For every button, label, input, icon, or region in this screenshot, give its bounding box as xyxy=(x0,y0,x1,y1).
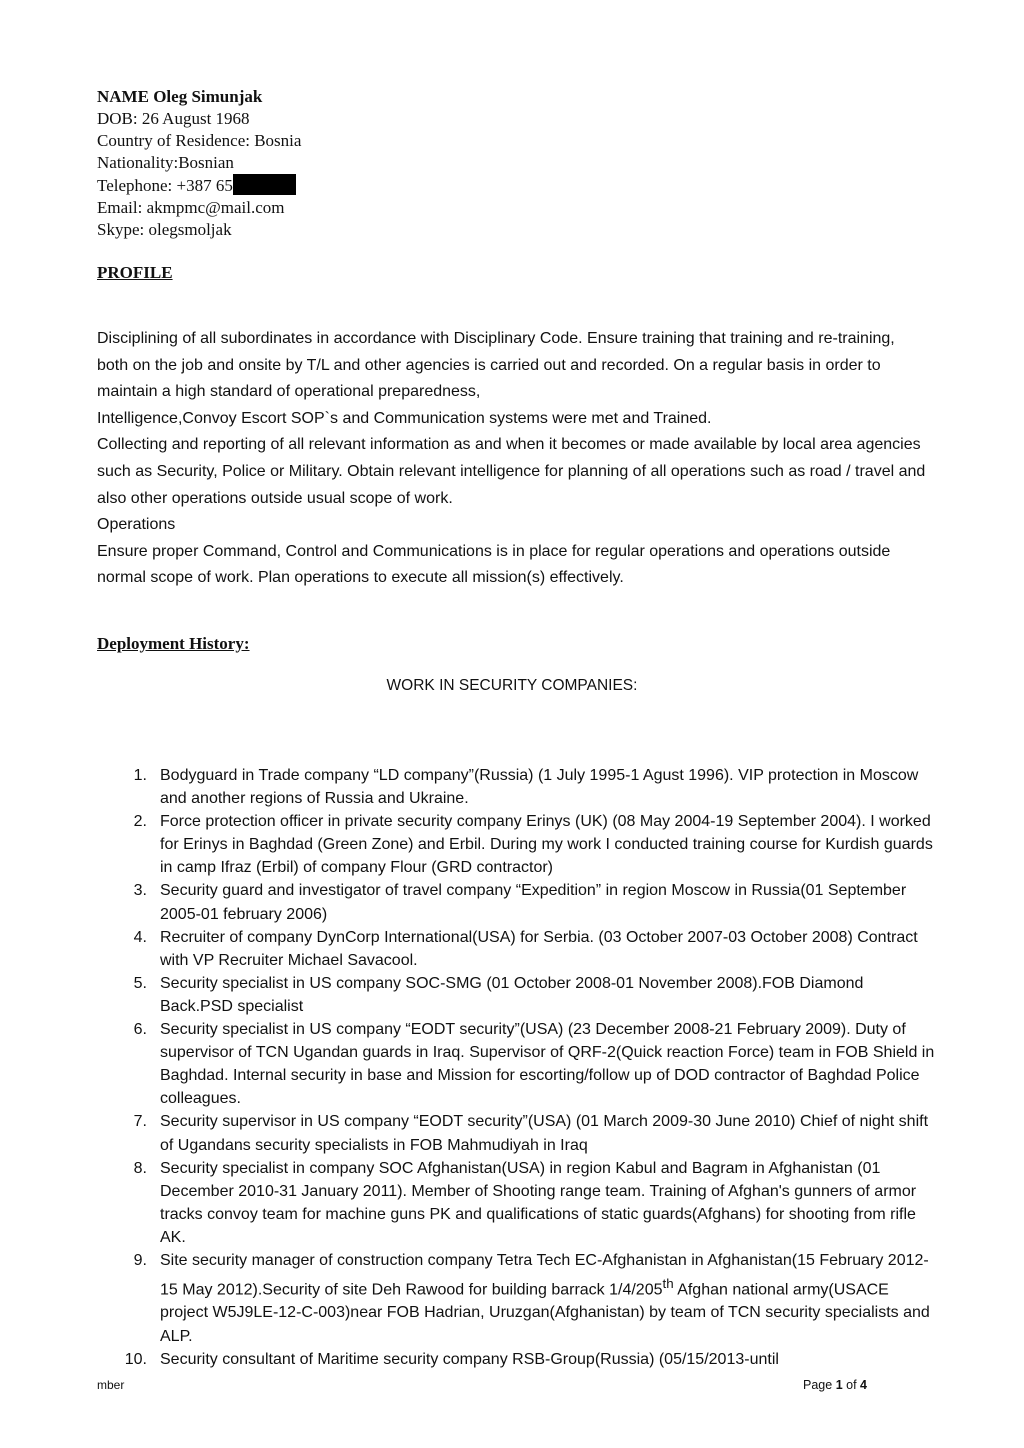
skype-line: Skype: olegsmoljak xyxy=(97,220,232,239)
telephone-text: Telephone: +387 65 xyxy=(97,176,233,195)
item-text: Afghan national army(USACE project W5J9LE-12-C-003)near FOB Hadrian, Uruzgan(Afghanistan) by team of TCN security specialists and ALP. xyxy=(160,1281,930,1345)
list-item xyxy=(115,764,935,810)
item-number: 9. xyxy=(133,1251,147,1269)
page-indicator xyxy=(803,1378,867,1392)
list-item xyxy=(115,1110,935,1156)
item-text: Security consultant of Maritime security company RSB-Group(Russia) (05/15/2013-until xyxy=(160,1350,779,1368)
profile-body xyxy=(97,326,927,592)
profile-paragraph: Ensure proper Command, Control and Communications is in place for regular operations and operations outside normal scope of work. Plan operations to execute all mission(s) effectively. xyxy=(97,542,891,587)
profile-heading: PROFILE xyxy=(97,263,173,282)
page-word: Page xyxy=(803,1378,833,1392)
profile-paragraph: Intelligence,Convoy Escort SOP`s and Communication systems were met and Trained. xyxy=(97,409,712,427)
deployment-heading: Deployment History: xyxy=(97,634,250,653)
list-item xyxy=(115,810,935,879)
item-number: 2. xyxy=(133,813,147,831)
item-text: Security guard and investigator of travel company “Expedition” in region Moscow in Russia(01 September 2005-01 february 2006) xyxy=(160,882,907,923)
name-label: NAME xyxy=(97,87,149,106)
residence-line: Country of Residence: Bosnia xyxy=(97,131,302,150)
item-text: Site security manager of construction company Tetra Tech EC-Afghanistan in Afghanistan(15 February 2012- 15 May 2012).Security of site Deh Rawood for building barrack 1/4/205 xyxy=(160,1251,929,1299)
list-item xyxy=(115,1348,935,1371)
footer-left-text: mber xyxy=(97,1378,125,1392)
item-number: 4. xyxy=(133,928,147,946)
dob-line: DOB: 26 August 1968 xyxy=(97,109,250,128)
work-subtitle: WORK IN SECURITY COMPANIES: xyxy=(386,677,638,694)
page-total: 4 xyxy=(860,1378,867,1392)
item-text: Security specialist in US company SOC-SMG (01 October 2008-01 November 2008).FOB Diamond Back.PSD specialist xyxy=(160,974,864,1015)
item-text: Security supervisor in US company “EODT security”(USA) (01 March 2009-30 June 2010) Chief of night shift of Ugandans security specialists in FOB Mahmudiyah in Iraq xyxy=(160,1113,929,1154)
contact-header xyxy=(97,86,301,241)
deployment-list xyxy=(115,764,935,1371)
nationality-line: Nationality:Bosnian xyxy=(97,153,234,172)
list-item xyxy=(115,1157,935,1249)
item-number: 3. xyxy=(133,882,147,900)
item-number: 5. xyxy=(133,974,147,992)
list-item xyxy=(115,879,935,925)
item-number: 6. xyxy=(133,1021,147,1039)
item-text: Force protection officer in private security company Erinys (UK) (08 May 2004-19 September 2004). I worked for Erinys in Baghdad (Green Zone) and Erbil. During my work I conducted training course for Kurdish guards in camp Ifraz (Erbil) of company Flour (GRD contractor) xyxy=(160,813,933,877)
list-item xyxy=(115,972,935,1018)
item-number: 10. xyxy=(124,1350,147,1368)
superscript: th xyxy=(662,1276,674,1292)
list-item xyxy=(115,1018,935,1110)
of-word: of xyxy=(846,1378,857,1392)
list-item xyxy=(115,926,935,972)
telephone-line xyxy=(97,174,301,197)
profile-paragraph: Collecting and reporting of all relevant information as and when it becomes or made available by local area agencies such as Security, Police or Military. Obtain relevant intelligence for planning of all operations such as road / travel and also other operations outside usual scope of work. xyxy=(97,436,926,507)
item-text: Security specialist in company SOC Afghanistan(USA) in region Kabul and Bagram in Afghanistan (01 December 2010-31 January 2011). Member of Shooting range team. Training of Afghan's gunners of armor tracks convoy team for machine guns PK and qualifications of static guards(Afghans) for shooting from rifle AK. xyxy=(160,1159,917,1246)
profile-paragraph: Disciplining of all subordinates in accordance with Disciplinary Code. Ensure training that training and re-training, both on the job and onsite by T/L and other agencies is carried out and recorded. On a regular basis in order to maintain a high standard of operational preparedness, xyxy=(97,330,895,401)
item-number: 1. xyxy=(133,767,147,784)
item-number: 8. xyxy=(133,1159,147,1177)
page-number: 1 xyxy=(835,1378,843,1392)
item-text: Recruiter of company DynCorp International(USA) for Serbia. (03 October 2007-03 October 2008) Contract with VP Recruiter Michael Savacool. xyxy=(160,928,918,969)
email-line: Email: akmpmc@mail.com xyxy=(97,198,285,217)
profile-paragraph: Operations xyxy=(97,516,176,534)
redaction-box xyxy=(233,174,296,195)
list-item xyxy=(115,1249,935,1348)
item-text: Bodyguard in Trade company “LD company”(Russia) (1 July 1995-1 Agust 1996). VIP protection in Moscow and another regions of Russia and Ukraine. xyxy=(160,767,919,808)
name-line xyxy=(97,86,301,108)
item-text: Security specialist in US company “EODT security”(USA) (23 December 2008-21 February 2009). Duty of supervisor of TCN Ugandan guards in Iraq. Supervisor of QRF-2(Quick reaction Force) team in FOB Shield in Baghdad. Internal security in base and Mission for escorting/follow up of DOD contractor of Baghdad Police colleagues. xyxy=(160,1021,935,1108)
item-number: 7. xyxy=(133,1113,147,1131)
candidate-name: Oleg Simunjak xyxy=(153,87,263,106)
